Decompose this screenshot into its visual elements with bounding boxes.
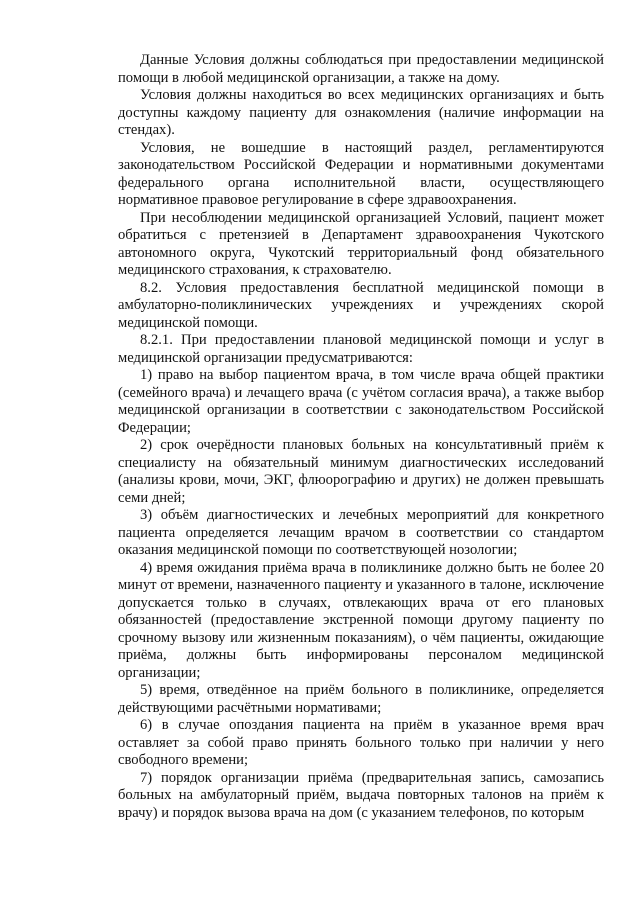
subsection-8-2-1: 8.2.1. При предоставлении плановой медицинской помощи и услуг в медицинской организации предусматриваются: (118, 332, 604, 366)
list-item-4: 4) время ожидания приёма врача в поликлинике должно быть не более 20 минут от времени, назначенного пациенту и указанного в талоне, исключение допускается только в случаях, отвлекающих врача от его плановых обязанностей (предоставление экстренной помощи другому пациенту по срочному вызову или жизненным показаниям), о чём пациенты, ожидающие приёма, должны быть информированы персоналом медицинской организации; (118, 559, 604, 681)
list-item-1: 1) право на выбор пациентом врача, в том числе врача общей практики (семейного врача) и лечащего врача (с учётом согласия врача), а также выбор медицинской организации в соответствии с законодательством Российской Федерации; (118, 367, 604, 436)
list-item-6: 6) в случае опоздания пациента на приём в указанное время врач оставляет за собой право принять больного только при наличии у него свободного времени; (118, 717, 604, 768)
paragraph-3: Условия, не вошедшие в настоящий раздел, регламентируются законодательством Российской Федерации и нормативными документами федерального органа исполнительной власти, осуществляющего нормативное правовое регулирование в сфере здравоохранения. (118, 139, 604, 208)
section-heading-8-2: 8.2. Условия предоставления бесплатной медицинской помощи в амбулаторно-поликлинических учреждениях и учреждениях скорой медицинской помощи. (118, 279, 604, 331)
paragraph-2: Условия должны находиться во всех медицинских организациях и быть доступны каждому пациенту для ознакомления (наличие информации на стендах). (118, 87, 604, 138)
paragraph-1: Данные Условия должны соблюдаться при предоставлении медицинской помощи в любой медицинской организации, а также на дому. (118, 52, 604, 86)
list-item-3: 3) объём диагностических и лечебных мероприятий для конкретного пациента определяется лечащим врачом в соответствии со стандартом оказания медицинской помощи по соответствующей нозологии; (118, 507, 604, 558)
paragraph-4: При несоблюдении медицинской организацией Условий, пациент может обратиться с претензией в Департамент здравоохранения Чукотского автономного округа, Чукотский территориальный фонд обязательного медицинского страхования, к страхователю. (118, 209, 604, 278)
document-page (118, 52, 604, 822)
list-item-5: 5) время, отведённое на приём больного в поликлинике, определяется действующими расчётными нормативами; (118, 682, 604, 716)
list-item-2: 2) срок очерёдности плановых больных на консультативный приём к специалисту на обязательный минимум диагностических исследований (анализы крови, мочи, ЭКГ, флюорографию и других) не должен превышать семи дней; (118, 437, 604, 506)
list-item-7: 7) порядок организации приёма (предварительная запись, самозапись больных на амбулаторный приём, выдача повторных талонов на приём к врачу) и порядок вызова врача на дом (с указанием телефонов, по которым (118, 769, 604, 821)
